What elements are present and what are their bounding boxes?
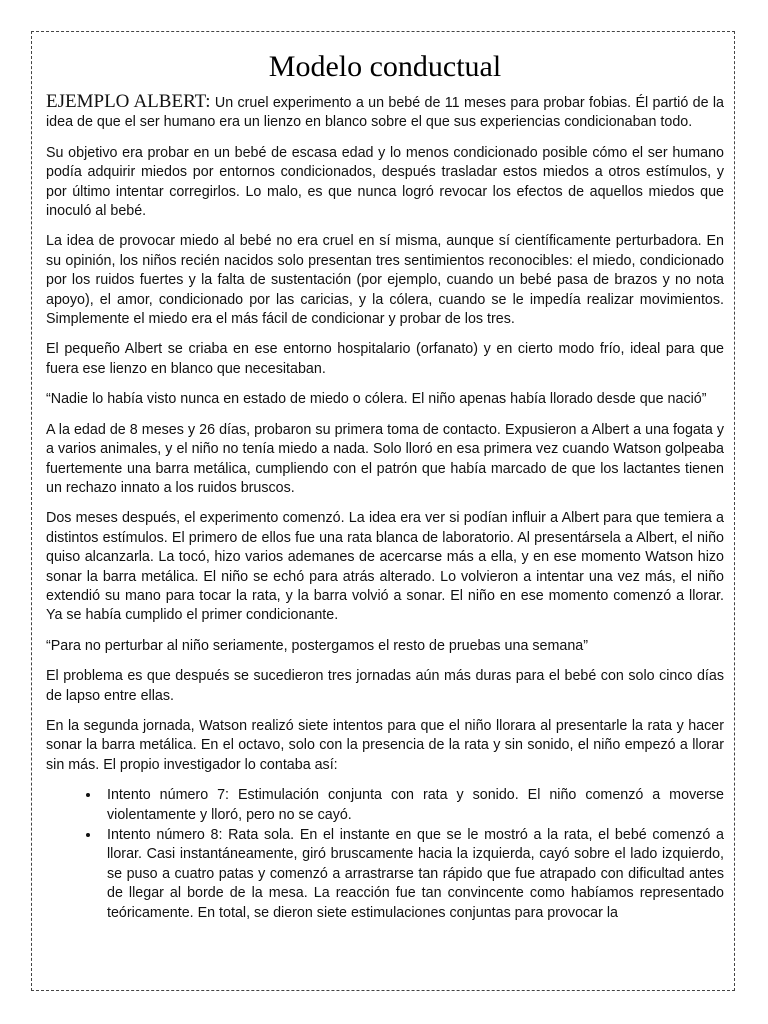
list-item: • Intento número 8: Rata sola. En el instante en que se le mostró a la rata, el bebé comenzó a llorar. Casi instantáneamente, giró bruscamente hacia la izquierda, cayó sobre el lado izquierdo, se puso a cuatro patas y comenzó a arrastrarse tan rápido que fue atrapado con dificultad antes de llegar al borde de la mesa. La reacción fue tan convincente como habíamos representado teóricamente. En total, se dieron siete estimulaciones conjuntas para provocar la	[101, 826, 724, 923]
paragraph: Dos meses después, el experimento comenzó. La idea era ver si podían influir a Albert para que temiera a distintos estímulos. El primero de ellos fue una rata blanca de laboratorio. Al presentársela a Albert, el niño quiso alcanzarla. La tocó, hizo varios ademanes de acercarse más a ella, y en ese momento Watson hizo sonar la barra metálica. El niño se echó para atrás alterado. Lo volvieron a intentar una vez más, el niño extendió su mano para tocar la rata, y la barra volvió a sonar. El niño en ese momento comenzó a llorar. Ya se había cumplido el primer condicionante.	[46, 510, 724, 624]
paragraph: A la edad de 8 meses y 26 días, probaron su primera toma de contacto. Expusieron a Albert a una fogata y a varios animales, y el niño no tenía miedo a nada. Solo lloró en esa primera vez cuando Watson golpeaba fuertemente una barra metálica, cumpliendo con el patrón que había marcado de que los lactantes tienen un rechazo innato a los ruidos bruscos.	[46, 421, 724, 496]
intro-text: Un cruel experimento a un bebé de 11 meses para probar fobias. Él partió de la idea de que el ser humano era un lienzo en blanco sobre el que sus experiencias condicionaban todo.	[46, 95, 725, 131]
paragraph: Su objetivo era probar en un bebé de escasa edad y lo menos condicionado posible cómo el ser humano podía adquirir miedos por entornos condicionados, después trasladar estos miedos a otros estímulos, y por último intentar corregirlos. Lo malo, es que nunca logró revocar los efectos de aquellos miedos que inoculó al bebé.	[46, 144, 724, 220]
document-frame	[31, 31, 735, 991]
bullet-list	[46, 786, 724, 923]
quote-paragraph: “Nadie lo había visto nunca en estado de miedo o cólera. El niño apenas había llorado desde que nació”	[46, 391, 707, 408]
paragraph: El problema es que después se sucedieron tres jornadas aún más duras para el bebé con solo cinco días de lapso entre ellas.	[46, 668, 724, 704]
lead-label: EJEMPLO ALBERT:	[46, 91, 211, 112]
list-item: • Intento número 7: Estimulación conjunta con rata y sonido. El niño comenzó a moverse violentamente y lloró, pero no se cayó.	[101, 786, 724, 825]
paragraph: En la segunda jornada, Watson realizó siete intentos para que el niño llorara al presentarle la rata y hacer sonar la barra metálica. En el octavo, solo con la presencia de la rata y sin sonido, el niño empezó a llorar sin más. El propio investigador lo contaba así:	[46, 717, 724, 773]
quote-paragraph: “Para no perturbar al niño seriamente, postergamos el resto de pruebas una semana”	[46, 637, 588, 654]
paragraph-intro	[46, 92, 724, 133]
paragraph: La idea de provocar miedo al bebé no era cruel en sí misma, aunque sí científicamente perturbadora. En su opinión, los niños recién nacidos solo presentan tres sentimientos reconocibles: el miedo, condicionado por los ruidos fuertes y la falta de sustentación (por ejemplo, cuando un bebé pasa de brazos y no nota apoyo), el amor, condicionado por las caricias, y la cólera, cuando se le impedía realizar movimientos. Simplemente el miedo era el más fácil de condicionar y probar de los tres.	[46, 233, 724, 328]
document-body	[46, 46, 724, 924]
paragraph: El pequeño Albert se criaba en ese entorno hospitalario (orfanato) y en cierto modo frío, ideal para que fuera ese lienzo en blanco que necesitaban.	[46, 341, 724, 377]
page-title: Modelo conductual	[268, 50, 502, 83]
